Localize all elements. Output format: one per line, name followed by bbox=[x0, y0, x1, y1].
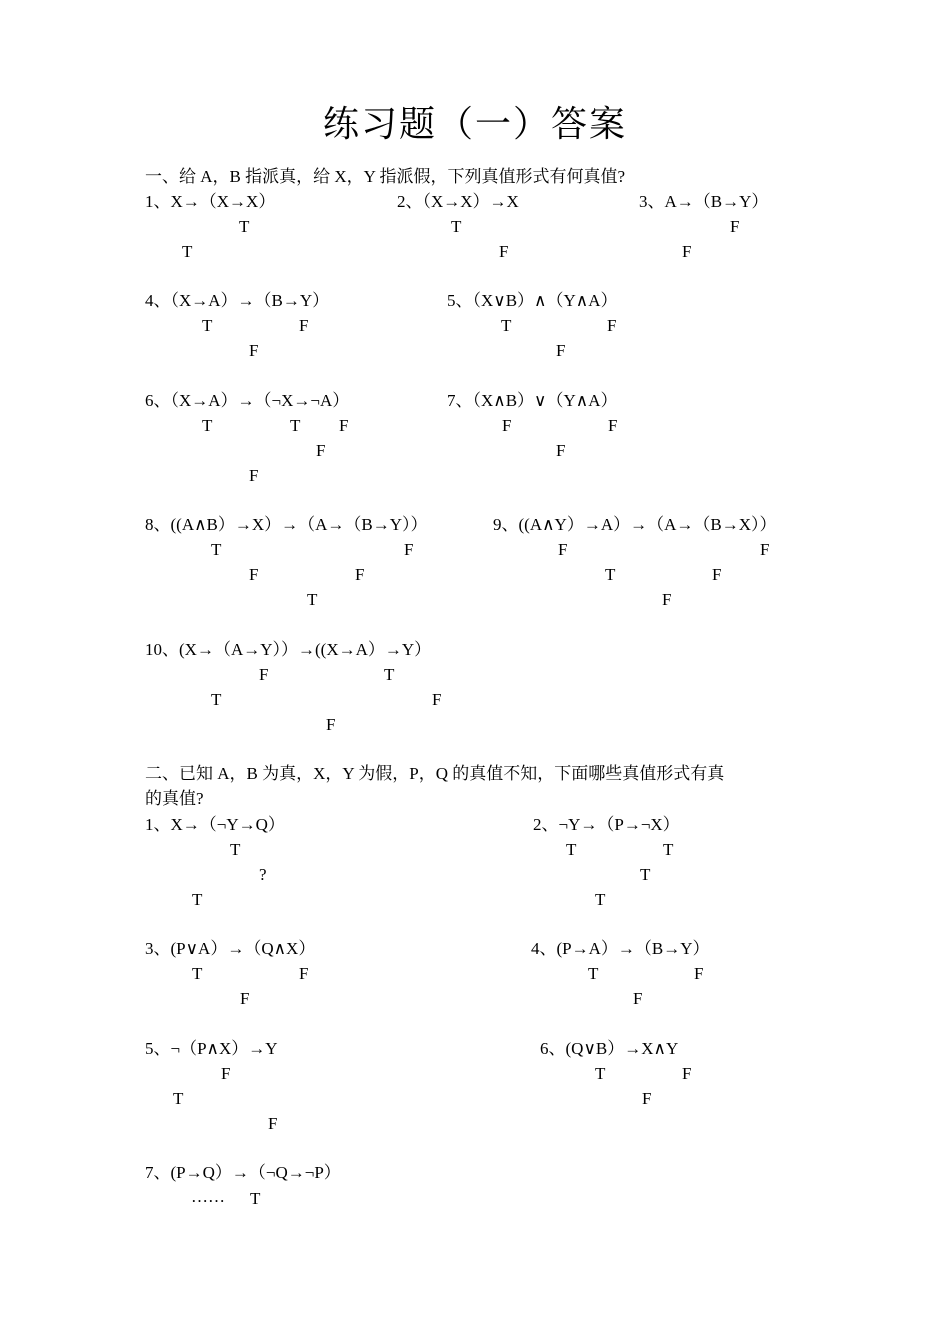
part1-item-3-value: F bbox=[682, 242, 692, 261]
part2-item-3-formula: 3、(P∨A）→（Q∧X） bbox=[145, 939, 316, 958]
part1-item-5-formula: 5、（X∨B）∧（Y∧A） bbox=[447, 291, 618, 310]
part1-item-4-value: F bbox=[249, 341, 259, 360]
page-title: 练习题（一）答案 bbox=[322, 104, 627, 144]
part2-item-7-value: T bbox=[250, 1189, 261, 1208]
part1-item-6-value: F bbox=[339, 416, 349, 435]
part1-heading: 一、给 A，B 指派真，给 X，Y 指派假，下列真值形式有何真值? bbox=[145, 167, 626, 186]
part1-item-7-value: F bbox=[608, 416, 618, 435]
part1-item-9-value: F bbox=[760, 540, 770, 559]
part1-item-4-value: T bbox=[202, 316, 213, 335]
part2-item-6-value: F bbox=[682, 1064, 692, 1083]
part1-item-6-value: F bbox=[249, 466, 259, 485]
part1-item-10-value: F bbox=[432, 690, 442, 709]
part1-item-8-value: F bbox=[249, 565, 259, 584]
part1-item-2-formula: 2、（X→X）→X bbox=[397, 192, 519, 211]
part1-item-8-value: F bbox=[404, 540, 414, 559]
part1-item-1-formula: 1、X→（X→X） bbox=[145, 192, 276, 211]
part1-item-5-value: F bbox=[556, 341, 566, 360]
part2-item-5-formula: 5、¬（P∧X）→Y bbox=[145, 1039, 278, 1058]
part1-item-9-value: T bbox=[605, 565, 616, 584]
part2-item-3-value: T bbox=[192, 964, 203, 983]
part2-item-5-value: F bbox=[221, 1064, 231, 1083]
part2-item-5-value: F bbox=[268, 1114, 278, 1133]
part1-item-10-formula: 10、(X→（A→Y））→((X→A）→Y） bbox=[145, 640, 432, 659]
part1-item-7-value: F bbox=[556, 441, 566, 460]
part1-item-8-value: T bbox=[211, 540, 222, 559]
part2-heading-cont: 的真值? bbox=[145, 789, 204, 808]
part1-item-8-value: T bbox=[307, 590, 318, 609]
part2-item-2-value: T bbox=[640, 865, 651, 884]
part2-item-2-value: T bbox=[663, 840, 674, 859]
part2-item-4-formula: 4、(P→A）→（B→Y） bbox=[531, 939, 710, 958]
part1-item-1-value: T bbox=[182, 242, 193, 261]
part1-item-2-value: F bbox=[499, 242, 509, 261]
part1-item-1-value: T bbox=[239, 217, 250, 236]
part2-item-7-value: …… bbox=[191, 1187, 225, 1206]
part1-item-4-formula: 4、（X→A）→（B→Y） bbox=[145, 291, 330, 310]
part2-item-1-value: T bbox=[230, 840, 241, 859]
part2-item-6-value: F bbox=[642, 1089, 652, 1108]
part2-item-6-value: T bbox=[595, 1064, 606, 1083]
part1-item-9-value: F bbox=[558, 540, 568, 559]
part1-item-4-value: F bbox=[299, 316, 309, 335]
part1-item-5-value: T bbox=[501, 316, 512, 335]
part1-item-10-value: F bbox=[259, 665, 269, 684]
part1-item-6-formula: 6、（X→A）→（¬X→¬A） bbox=[145, 391, 350, 410]
part2-item-1-value: ? bbox=[259, 865, 267, 884]
part2-item-2-value: T bbox=[566, 840, 577, 859]
part2-item-4-value: F bbox=[694, 964, 704, 983]
part2-item-2-formula: 2、¬Y→（P→¬X） bbox=[533, 815, 680, 834]
part1-item-9-value: F bbox=[662, 590, 672, 609]
part2-item-4-value: T bbox=[588, 964, 599, 983]
part2-item-5-value: T bbox=[173, 1089, 184, 1108]
part2-heading: 二、已知 A，B 为真，X，Y 为假，P，Q 的真值不知，下面哪些真值形式有真 bbox=[145, 764, 725, 783]
part1-item-10-value: T bbox=[211, 690, 222, 709]
part1-item-10-value: T bbox=[384, 665, 395, 684]
part1-item-9-formula: 9、((A∧Y）→A）→（A→（B→X）） bbox=[493, 515, 777, 534]
part1-item-8-value: F bbox=[355, 565, 365, 584]
part1-item-5-value: F bbox=[607, 316, 617, 335]
part1-item-8-formula: 8、((A∧B）→X）→（A→（B→Y）） bbox=[145, 515, 428, 534]
part1-item-6-value: F bbox=[316, 441, 326, 460]
part1-item-9-value: F bbox=[712, 565, 722, 584]
part1-item-6-value: T bbox=[202, 416, 213, 435]
part1-item-10-value: F bbox=[326, 715, 336, 734]
part2-item-1-value: T bbox=[192, 890, 203, 909]
part2-item-4-value: F bbox=[633, 989, 643, 1008]
part1-item-3-formula: 3、A→（B→Y） bbox=[639, 192, 769, 211]
part1-item-6-value: T bbox=[290, 416, 301, 435]
part1-item-3-value: F bbox=[730, 217, 740, 236]
part1-item-7-value: F bbox=[502, 416, 512, 435]
part2-item-3-value: F bbox=[299, 964, 309, 983]
part2-item-6-formula: 6、(Q∨B）→X∧Y bbox=[540, 1039, 679, 1058]
part2-item-7-formula: 7、(P→Q）→（¬Q→¬P） bbox=[145, 1163, 341, 1182]
part1-item-7-formula: 7、（X∧B）∨（Y∧A） bbox=[447, 391, 618, 410]
part2-item-3-value: F bbox=[240, 989, 250, 1008]
part2-item-1-formula: 1、X→（¬Y→Q） bbox=[145, 815, 285, 834]
part2-item-2-value: T bbox=[595, 890, 606, 909]
part1-item-2-value: T bbox=[451, 217, 462, 236]
